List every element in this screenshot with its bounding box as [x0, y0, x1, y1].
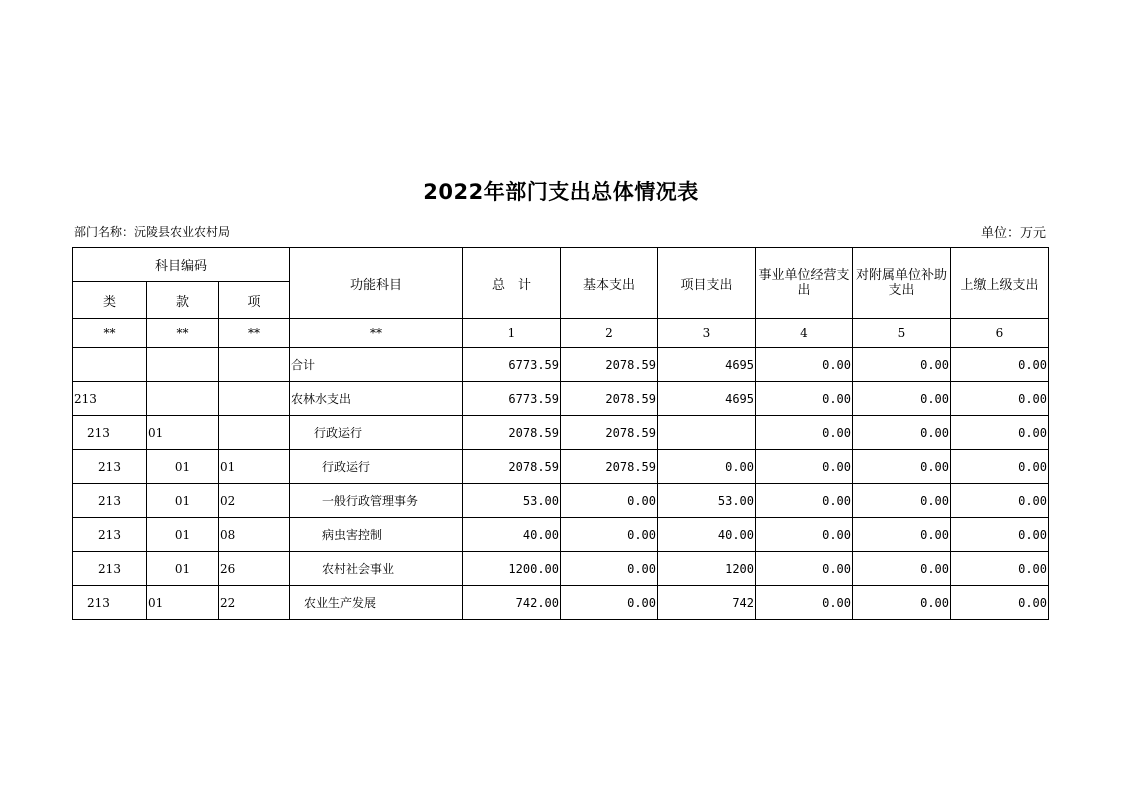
table-row — [73, 450, 1049, 484]
cell-kuan: 01 — [147, 416, 219, 450]
cell-name: 一般行政管理事务 — [290, 484, 463, 518]
cell-lei: 213 — [73, 484, 147, 518]
table-row — [73, 586, 1049, 620]
mark-cell: 2 — [561, 319, 658, 348]
mark-cell: 3 — [658, 319, 756, 348]
cell-subsidy: 0.00 — [853, 382, 951, 416]
cell-total: 1200.00 — [463, 552, 561, 586]
cell-project: 53.00 — [658, 484, 756, 518]
cell-xiang — [219, 382, 290, 416]
cell-total: 2078.59 — [463, 450, 561, 484]
header-subject-code: 科目编码 — [73, 248, 290, 282]
cell-lei — [73, 348, 147, 382]
table-row — [73, 382, 1049, 416]
mark-cell: 1 — [463, 319, 561, 348]
cell-kuan — [147, 382, 219, 416]
department-name: 部门名称：沅陵县农业农村局 — [74, 225, 231, 239]
cell-xiang — [219, 416, 290, 450]
cell-lei: 213 — [73, 518, 147, 552]
cell-project — [658, 416, 756, 450]
cell-name: 行政运行 — [290, 416, 463, 450]
cell-total: 742.00 — [463, 586, 561, 620]
cell-name: 行政运行 — [290, 450, 463, 484]
cell-subsidy: 0.00 — [853, 518, 951, 552]
expenditure-table — [72, 247, 1049, 620]
cell-basic: 0.00 — [561, 518, 658, 552]
unit-label: 单位：万元 — [980, 226, 1046, 241]
cell-business: 0.00 — [756, 450, 853, 484]
cell-basic: 2078.59 — [561, 416, 658, 450]
cell-basic: 2078.59 — [561, 348, 658, 382]
header-project: 项目支出 — [658, 248, 756, 319]
header-superior: 上缴上级支出 — [951, 248, 1049, 319]
header-kuan: 款 — [147, 282, 219, 319]
header-total: 总 计 — [463, 248, 561, 319]
cell-lei: 213 — [73, 382, 147, 416]
cell-total: 40.00 — [463, 518, 561, 552]
mark-cell: ** — [73, 319, 147, 348]
cell-basic: 2078.59 — [561, 382, 658, 416]
cell-xiang: 22 — [219, 586, 290, 620]
cell-business: 0.00 — [756, 382, 853, 416]
table-row — [73, 416, 1049, 450]
cell-subsidy: 0.00 — [853, 416, 951, 450]
header-subsidy: 对附属单位补助支出 — [853, 248, 951, 319]
cell-superior: 0.00 — [951, 450, 1049, 484]
cell-business: 0.00 — [756, 416, 853, 450]
cell-lei: 213 — [73, 586, 147, 620]
cell-superior: 0.00 — [951, 484, 1049, 518]
table-row — [73, 518, 1049, 552]
cell-total: 2078.59 — [463, 416, 561, 450]
cell-superior: 0.00 — [951, 552, 1049, 586]
cell-lei: 213 — [73, 450, 147, 484]
marks-row — [73, 319, 1049, 348]
mark-cell: ** — [147, 319, 219, 348]
header-function-subject: 功能科目 — [290, 248, 463, 319]
header-business: 事业单位经营支出 — [756, 248, 853, 319]
cell-project: 0.00 — [658, 450, 756, 484]
cell-kuan: 01 — [147, 552, 219, 586]
cell-name: 农林水支出 — [290, 382, 463, 416]
cell-subsidy: 0.00 — [853, 586, 951, 620]
cell-kuan: 01 — [147, 450, 219, 484]
table-row — [73, 348, 1049, 382]
table-row — [73, 484, 1049, 518]
cell-project: 4695 — [658, 348, 756, 382]
page-title: 2022年部门支出总体情况表 — [423, 180, 699, 204]
cell-kuan: 01 — [147, 484, 219, 518]
header-lei: 类 — [73, 282, 147, 319]
header-xiang: 项 — [219, 282, 290, 319]
cell-kuan — [147, 348, 219, 382]
cell-subsidy: 0.00 — [853, 348, 951, 382]
cell-business: 0.00 — [756, 348, 853, 382]
cell-name: 农业生产发展 — [290, 586, 463, 620]
cell-name: 农村社会事业 — [290, 552, 463, 586]
mark-cell: ** — [290, 319, 463, 348]
cell-kuan: 01 — [147, 586, 219, 620]
cell-total: 6773.59 — [463, 382, 561, 416]
cell-xiang: 08 — [219, 518, 290, 552]
cell-superior: 0.00 — [951, 586, 1049, 620]
cell-lei: 213 — [73, 416, 147, 450]
header-row-1 — [73, 248, 1049, 282]
cell-subsidy: 0.00 — [853, 552, 951, 586]
cell-basic: 0.00 — [561, 552, 658, 586]
cell-total: 6773.59 — [463, 348, 561, 382]
cell-business: 0.00 — [756, 552, 853, 586]
cell-superior: 0.00 — [951, 382, 1049, 416]
cell-basic: 0.00 — [561, 586, 658, 620]
cell-project: 4695 — [658, 382, 756, 416]
cell-xiang: 02 — [219, 484, 290, 518]
cell-xiang: 26 — [219, 552, 290, 586]
cell-kuan: 01 — [147, 518, 219, 552]
cell-subsidy: 0.00 — [853, 450, 951, 484]
cell-business: 0.00 — [756, 518, 853, 552]
cell-name: 病虫害控制 — [290, 518, 463, 552]
cell-business: 0.00 — [756, 484, 853, 518]
header-basic: 基本支出 — [561, 248, 658, 319]
cell-superior: 0.00 — [951, 348, 1049, 382]
cell-basic: 0.00 — [561, 484, 658, 518]
mark-cell: 5 — [853, 319, 951, 348]
table-row — [73, 552, 1049, 586]
mark-cell: ** — [219, 319, 290, 348]
cell-xiang — [219, 348, 290, 382]
cell-superior: 0.00 — [951, 518, 1049, 552]
cell-project: 1200 — [658, 552, 756, 586]
mark-cell: 4 — [756, 319, 853, 348]
cell-lei: 213 — [73, 552, 147, 586]
cell-project: 742 — [658, 586, 756, 620]
mark-cell: 6 — [951, 319, 1049, 348]
cell-superior: 0.00 — [951, 416, 1049, 450]
cell-business: 0.00 — [756, 586, 853, 620]
cell-basic: 2078.59 — [561, 450, 658, 484]
cell-name: 合计 — [290, 348, 463, 382]
cell-xiang: 01 — [219, 450, 290, 484]
cell-subsidy: 0.00 — [853, 484, 951, 518]
cell-project: 40.00 — [658, 518, 756, 552]
cell-total: 53.00 — [463, 484, 561, 518]
